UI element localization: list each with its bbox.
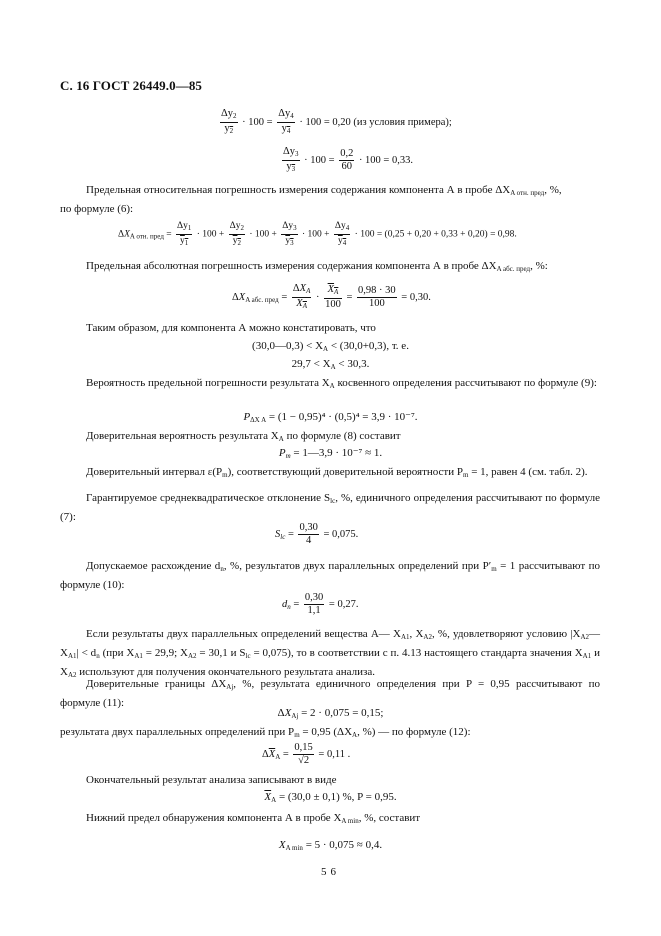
equation-4: $\Delta X_{A абс. пред}$ = $\frac{\Delta X_A}{X_A}$ · $\frac{X_A}{100}$ = $\frac{0,98 \cdot 30}{100}$ = 0,30. [232,283,431,310]
paragraph-conclusion: Таким образом, для компонента А можно констатировать, что [86,322,376,334]
paragraph-std-dev: Гарантируемое среднеквадратическое отклонение $S_{lc}$, %, единичного определения рассчитывают по формуле (7): [60,492,600,523]
equation-3-result: · 100 = (0,25 + 0,20 + 0,33 + 0,20) = 0,98. [354,229,517,240]
equation-6: $P_m$ = 1—3,9 · 10⁻⁷ ≈ 1. [278,447,383,460]
inequality-2: $29,7 < X_A < 30,3$. [291,358,370,371]
equation-1: $\frac{\Delta y_2}{y_2}$ · 100 = $\frac{\Delta y_4}{y_4}$ · 100 = 0,20 (из условия примера); [221,108,452,135]
equation-2-result: · 100 = 0,33. [358,154,413,166]
page-number: 56 [321,866,340,878]
paragraph-final: Окончательный результат анализа записывают в виде [86,774,337,786]
equation-3: $\Delta X_{A отн. пред}$ = $\frac{\Delta y_1}{y_1}$ · 100 + $\frac{\Delta y_2}{y_2}$ · 100 + $\frac{\Delta y_3}{y_3}$ · 100 + $\frac{\Delta y_4}{y_4}$ · 100 = (0,25 + 0,20 + 0,33 + 0,20) = 0,98. [118,221,517,247]
equation-2: $\frac{\Delta y_3}{y_3}$ · 100 = $\frac{0,2}{60}$ · 100 = 0,33. [283,146,413,173]
equation-8: $d_n$ = $\frac{0,30}{1,1}$ = 0,27. [282,592,359,616]
paragraph-probability: Вероятность предельной погрешности результата $X_A$ косвенного определения рассчитывают по формуле (9): [86,377,597,390]
paragraph-absolute-error: Предельная абсолютная погрешность измерения содержания компонента А в пробе $\Delta X_{A абс. пред}$, %: [86,260,548,273]
paragraph-divergence: Допускаемое расхождение $d_n$, %, результатов двух параллельных определений при $P'_m = 1$ рассчитывают по формуле (10): [60,560,600,591]
equation-10: $\Delta\overline{X}_A$ = $\frac{0,15}{√2}$ = 0,11 . [262,742,351,766]
paragraph-confidence: Доверительная вероятность результата $X_A$ по формуле (8) составит [86,430,401,443]
paragraph-bounds: Доверительные границы $\Delta X_{Aj}$, %, результата единичного определения при P = 0,95 рассчитывают по формуле (11): [60,678,600,709]
paragraph-detection-limit: Нижний предел обнаружения компонента А в пробе $X_{A min}$, %, составит [86,812,421,825]
page-header: С. 16 ГОСТ 26449.0—85 [60,78,203,93]
equation-5: $P_{\Delta X A} = (1 - 0,95)^4 \cdot (0,5)^4 = 3,9 \cdot 10^{-7}$. [243,411,418,424]
paragraph-two-results: результата двух параллельных определений при $P_m = 0,95$ ($\Delta X_A$, %) — по формуле (12): [60,726,471,739]
equation-7: $S_{lc}$ = $\frac{0,30}{4}$ = 0,075. [275,522,359,546]
equation-4-result: = 0,30. [401,291,431,303]
equation-1-result: · 100 = 0,20 (из условия примера); [299,116,452,128]
inequality-1: (30,0—0,3) < $X_A < (30,0+0,3)$, т. е. [252,340,409,353]
paragraph-parallel: Если результаты двух параллельных определений вещества А— $X_{A1}$, $X_{A2}$, %, удовлетворяют условию $|X_{A2}—X_{A1}| < d_n$ (при $X_{A1} = 29,9$; $X_{A2} = 30,1$ и $S_{lc} = 0,075$), то в соответствии с п. 4.13 настоящего стандарта значения $X_{A1}$ и $X_{A2}$ используют для получения окончательного результата анализа. [60,628,600,679]
equation-12: $X_{A min} = 5 \cdot 0,075 \approx 0,4$. [278,839,383,852]
equation-11: $\overline{X}_A = (30,0 \pm 0,1)$ %, P = 0,95. [264,791,397,804]
paragraph-relative-error: Предельная относительная погрешность измерения содержания компонента А в пробе $\Delta X_{A отн. пред}$, %, по формуле (6): [60,184,562,215]
paragraph-interval: Доверительный интервал $\varepsilon(P_m)$, соответствующий доверительной вероятности $P_m = 1$, равен 4 (см. табл. 2). [86,466,588,479]
equation-9: $\Delta X_{Aj} = 2 \cdot 0,075 = 0,15$; [277,707,384,720]
